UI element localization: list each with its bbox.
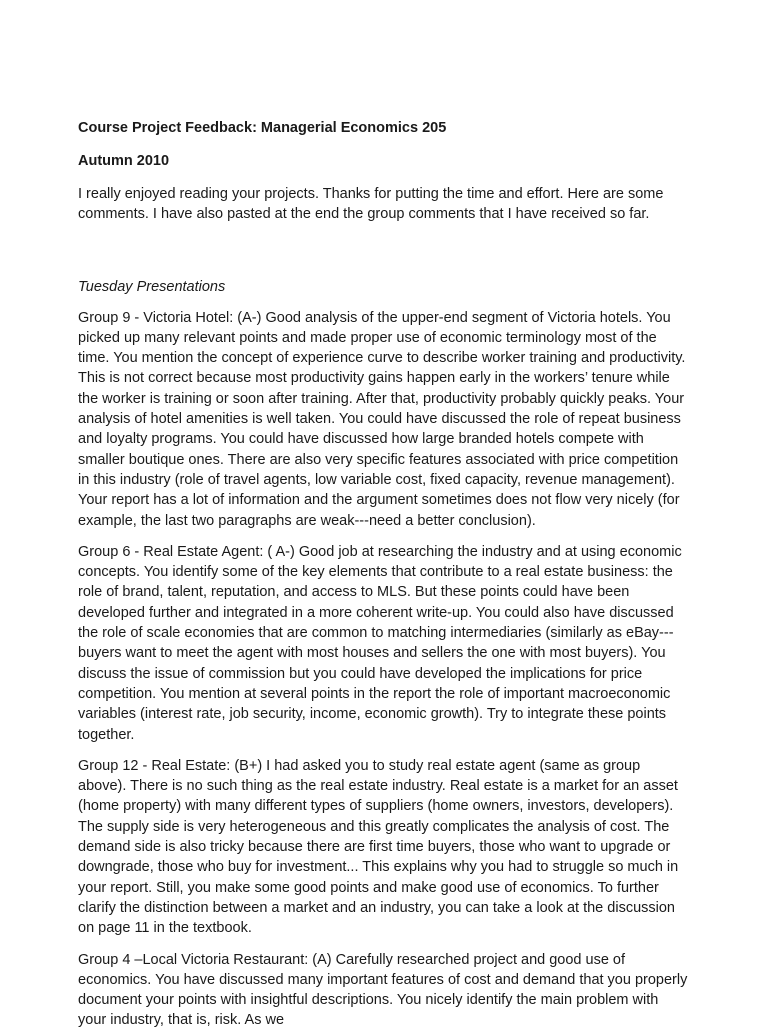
document-title: Course Project Feedback: Managerial Economics 205 (78, 120, 447, 136)
feedback-paragraph-group-4: Group 4 –Local Victoria Restaurant: (A) Carefully researched project and good use of economics. You have discussed many important features of cost and demand that you properly document your points with insightful descriptions. You nicely identify the main problem with your industry, that is, risk. As we (78, 951, 688, 1029)
section-heading: Tuesday Presentations (78, 278, 226, 295)
feedback-paragraph-group-9: Group 9 - Victoria Hotel: (A-) Good analysis of the upper-end segment of Victoria hotels. You picked up many relevant points and made proper use of economic terminology most of the time. You mention the concept of experience curve to describe worker training and productivity. This is not correct because most productivity gains happen early in the workers’ tenure while the worker is training or soon after training. After that, productivity probably quickly peaks. Your analysis of hotel amenities is well taken. You could have discussed the role of repeat business and loyalty programs. You could have discussed how large branded hotels compete with smaller boutique ones. There are also very specific features associated with price competition in this industry (role of travel agents, low variable cost, fixed capacity, revenue management). Your report has a lot of information and the argument sometimes does not flow very nicely (for example, the last two paragraphs are weak---need a better conclusion). (78, 309, 686, 529)
document-term: Autumn 2010 (78, 153, 170, 169)
feedback-paragraph-group-12: Group 12 - Real Estate: (B+) I had asked you to study real estate agent (same as group above). There is no such thing as the real estate industry. Real estate is a market for an asset (home property) with many different types of suppliers (home owners, investors, developers). The supply side is very heterogeneous and this greatly complicates the analysis of cost. The demand side is also tricky because there are first time buyers, those who want to upgrade or downgrade, those who buy for investment... This explains why you had to struggle so much in your report. Still, you make some good points and make good use of economics. To further clarify the distinction between a market and an industry, you can take a look at the discussion on page 11 in the textbook. (78, 757, 679, 937)
intro-paragraph: I really enjoyed reading your projects. Thanks for putting the time and effort. Here are some comments. I have also pasted at the end the group comments that I have received so far. (78, 186, 664, 223)
feedback-paragraph-group-6: Group 6 - Real Estate Agent: ( A-) Good job at researching the industry and at using economic concepts. You identify some of the key elements that contribute to a real estate business: the role of brand, talent, reputation, and access to MLS. But these points could have been developed further and integrated in a more coherent write-up. You could also have discussed the role of scale economies that are common to matching intermediaries (similarly as eBay---buyers want to meet the agent with most houses and sellers the one with most buyers). You discuss the issue of commission but you could have developed the implications for price competition. You mention at several points in the report the role of important macroeconomic variables (interest rate, job security, income, economic growth). Try to integrate these points together. (78, 543, 682, 743)
